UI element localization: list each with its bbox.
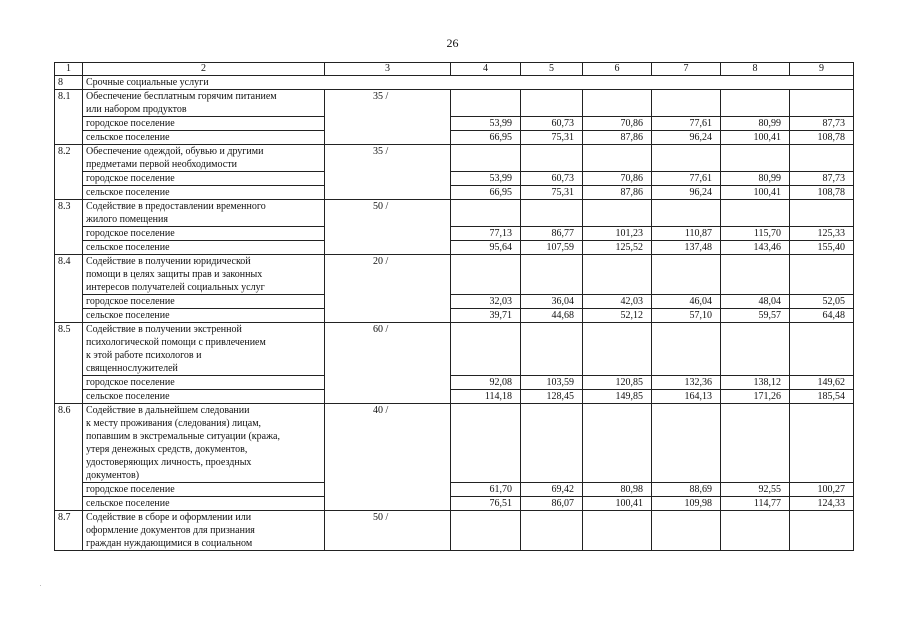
value-cell: 155,40 [790,241,854,255]
service-title-line: Обеспечение одеждой, обувью и другими [86,146,264,157]
value-cell: 108,78 [790,131,854,145]
service-title-line: Содействие в получении юридической [86,256,251,267]
empty-cell [790,90,854,117]
empty-cell [790,145,854,172]
service-title [83,323,325,376]
empty-cell [521,145,583,172]
empty-cell [451,90,521,117]
header-cell: 7 [652,63,721,76]
value-cell: 57,10 [652,309,721,323]
section-code: 8 [55,76,83,90]
empty-cell [583,323,652,376]
value-cell: 32,03 [451,295,521,309]
value-cell: 87,86 [583,186,652,200]
empty-cell [652,200,721,227]
settlement-label: сельское поселение [83,131,325,145]
value-cell: 59,57 [721,309,790,323]
urban-row [55,117,854,131]
header-cell: 8 [721,63,790,76]
service-row [55,404,854,483]
service-title-line: предметами первой необходимости [86,159,237,170]
value-cell: 92,55 [721,483,790,497]
empty-cell [451,200,521,227]
service-title-line: Содействие в предоставлении временного [86,201,266,212]
settlement-label: сельское поселение [83,390,325,404]
empty-cell [451,255,521,295]
empty-cell [451,511,521,551]
service-code: 8.1 [55,90,83,145]
value-cell: 125,52 [583,241,652,255]
rural-row [55,241,854,255]
service-title-line: Обеспечение бесплатным горячим питанием [86,91,277,102]
value-cell: 42,03 [583,295,652,309]
service-row [55,255,854,295]
empty-cell [451,145,521,172]
empty-cell [790,404,854,483]
value-cell: 77,61 [652,172,721,186]
empty-cell [652,323,721,376]
value-cell: 128,45 [521,390,583,404]
value-cell: 103,59 [521,376,583,390]
settlement-label: сельское поселение [83,186,325,200]
value-cell: 149,85 [583,390,652,404]
settlement-label: городское поселение [83,483,325,497]
value-cell: 149,62 [790,376,854,390]
settlement-label: городское поселение [83,376,325,390]
value-cell: 125,33 [790,227,854,241]
empty-cell [451,323,521,376]
service-col3: 20 / [325,255,451,323]
service-code: 8.7 [55,511,83,551]
value-cell: 108,78 [790,186,854,200]
value-cell: 96,24 [652,186,721,200]
value-cell: 66,95 [451,186,521,200]
service-title-line: помощи в целях защиты прав и законных [86,269,263,280]
value-cell: 95,64 [451,241,521,255]
value-cell: 53,99 [451,117,521,131]
value-cell: 171,26 [721,390,790,404]
empty-cell [652,90,721,117]
service-title-line: удостоверяющих личность, проездных [86,457,252,468]
rural-row [55,186,854,200]
header-cell: 3 [325,63,451,76]
value-cell: 138,12 [721,376,790,390]
page-number: 26 [446,36,459,50]
header-row [55,63,854,76]
empty-cell [790,323,854,376]
value-cell: 164,13 [652,390,721,404]
empty-cell [451,404,521,483]
section-title: Срочные социальные услуги [83,76,854,90]
value-cell: 76,51 [451,497,521,511]
value-cell: 53,99 [451,172,521,186]
value-cell: 132,36 [652,376,721,390]
service-title [83,511,325,551]
service-col3: 50 / [325,511,451,551]
empty-cell [583,255,652,295]
value-cell: 80,98 [583,483,652,497]
service-title-line: к этой работе психологов и [86,350,202,361]
service-title [83,145,325,172]
value-cell: 60,73 [521,117,583,131]
tariff-table [54,62,854,551]
service-code: 8.4 [55,255,83,323]
empty-cell [521,90,583,117]
empty-cell [652,255,721,295]
value-cell: 114,77 [721,497,790,511]
service-title [83,404,325,483]
empty-cell [521,511,583,551]
empty-cell [583,90,652,117]
settlement-label: сельское поселение [83,497,325,511]
value-cell: 70,86 [583,117,652,131]
value-cell: 100,41 [721,186,790,200]
value-cell: 60,73 [521,172,583,186]
service-code: 8.3 [55,200,83,255]
value-cell: 88,69 [652,483,721,497]
value-cell: 69,42 [521,483,583,497]
header-cell: 5 [521,63,583,76]
urban-row [55,172,854,186]
section-row [55,76,854,90]
rural-row [55,390,854,404]
value-cell: 75,31 [521,131,583,145]
value-cell: 80,99 [721,117,790,131]
service-col3: 35 / [325,145,451,200]
value-cell: 87,86 [583,131,652,145]
service-col3: 35 / [325,90,451,145]
value-cell: 100,41 [721,131,790,145]
value-cell: 44,68 [521,309,583,323]
service-title [83,90,325,117]
header-cell: 6 [583,63,652,76]
settlement-label: городское поселение [83,295,325,309]
service-code: 8.6 [55,404,83,511]
value-cell: 77,13 [451,227,521,241]
value-cell: 46,04 [652,295,721,309]
value-cell: 52,12 [583,309,652,323]
scan-noise [40,585,41,586]
value-cell: 120,85 [583,376,652,390]
value-cell: 87,73 [790,172,854,186]
value-cell: 107,59 [521,241,583,255]
value-cell: 137,48 [652,241,721,255]
service-title [83,200,325,227]
rural-row [55,497,854,511]
empty-cell [790,511,854,551]
empty-cell [721,200,790,227]
service-col3: 40 / [325,404,451,511]
service-title-line: утеря денежных средств, документов, [86,444,248,455]
service-code: 8.2 [55,145,83,200]
empty-cell [790,200,854,227]
value-cell: 101,23 [583,227,652,241]
value-cell: 110,87 [652,227,721,241]
service-title-line: к месту проживания (следования) лицам, [86,418,262,429]
table-body [55,63,854,551]
empty-cell [521,200,583,227]
empty-cell [521,323,583,376]
service-title-line: или набором продуктов [86,104,187,115]
service-title [83,255,325,295]
empty-cell [583,404,652,483]
service-code: 8.5 [55,323,83,404]
service-title-line: Содействие в получении экстренной [86,324,242,335]
header-cell: 2 [83,63,325,76]
settlement-label: сельское поселение [83,309,325,323]
service-row [55,511,854,551]
service-col3: 60 / [325,323,451,404]
settlement-label: городское поселение [83,172,325,186]
empty-cell [721,404,790,483]
value-cell: 92,08 [451,376,521,390]
empty-cell [721,145,790,172]
empty-cell [521,404,583,483]
value-cell: 114,18 [451,390,521,404]
service-row [55,200,854,227]
urban-row [55,227,854,241]
value-cell: 66,95 [451,131,521,145]
empty-cell [721,90,790,117]
service-row [55,323,854,376]
service-title-line: психологической помощи с привлечением [86,337,266,348]
value-cell: 77,61 [652,117,721,131]
service-title-line: попавшим в экстремальные ситуации (кража, [86,431,280,442]
empty-cell [721,323,790,376]
value-cell: 115,70 [721,227,790,241]
header-cell: 4 [451,63,521,76]
service-title-line: Содействие в сборе и оформлении или [86,512,252,523]
service-title-line: священнослужителей [86,363,178,374]
empty-cell [583,200,652,227]
value-cell: 61,70 [451,483,521,497]
service-title-line: Содействие в дальнейшем следовании [86,405,250,416]
value-cell: 75,31 [521,186,583,200]
header-cell: 1 [55,63,83,76]
service-title-line: документов) [86,470,140,481]
service-row [55,145,854,172]
value-cell: 100,27 [790,483,854,497]
value-cell: 100,41 [583,497,652,511]
value-cell: 109,98 [652,497,721,511]
value-cell: 48,04 [721,295,790,309]
value-cell: 36,04 [521,295,583,309]
value-cell: 39,71 [451,309,521,323]
settlement-label: городское поселение [83,117,325,131]
empty-cell [652,404,721,483]
service-row [55,90,854,117]
empty-cell [721,255,790,295]
value-cell: 70,86 [583,172,652,186]
empty-cell [790,255,854,295]
value-cell: 124,33 [790,497,854,511]
value-cell: 185,54 [790,390,854,404]
value-cell: 64,48 [790,309,854,323]
header-cell: 9 [790,63,854,76]
value-cell: 86,77 [521,227,583,241]
empty-cell [652,145,721,172]
settlement-label: городское поселение [83,227,325,241]
service-title-line: жилого помещения [86,214,168,225]
value-cell: 52,05 [790,295,854,309]
service-col3: 50 / [325,200,451,255]
rural-row [55,131,854,145]
service-title-line: граждан нуждающимися в социальном [86,538,253,549]
urban-row [55,295,854,309]
value-cell: 80,99 [721,172,790,186]
settlement-label: сельское поселение [83,241,325,255]
value-cell: 86,07 [521,497,583,511]
value-cell: 96,24 [652,131,721,145]
value-cell: 143,46 [721,241,790,255]
service-title-line: интересов получателей социальных услуг [86,282,265,293]
urban-row [55,483,854,497]
empty-cell [583,511,652,551]
empty-cell [583,145,652,172]
service-title-line: оформление документов для признания [86,525,255,536]
empty-cell [521,255,583,295]
urban-row [55,376,854,390]
empty-cell [652,511,721,551]
value-cell: 87,73 [790,117,854,131]
rural-row [55,309,854,323]
empty-cell [721,511,790,551]
